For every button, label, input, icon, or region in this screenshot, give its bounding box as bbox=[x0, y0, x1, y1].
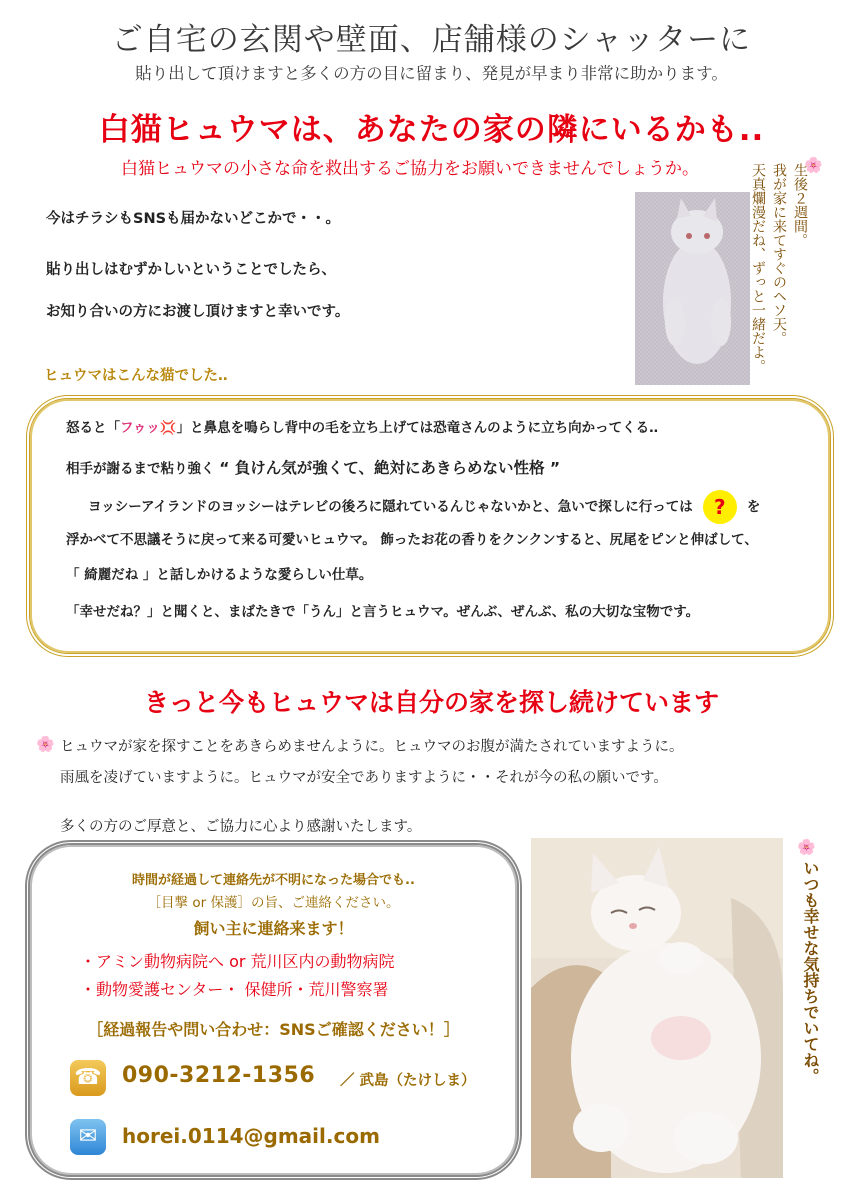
contact-line-2: ［目撃 or 保護］の旨、ご連絡ください。 bbox=[147, 895, 400, 911]
kitten-photo-caption bbox=[748, 163, 810, 388]
caption-line-3: 天真爛漫だね、ずっと一緒だよ。 bbox=[750, 163, 766, 373]
caption-line-2: 我が家に来てすぐのヘソ天。 bbox=[771, 163, 787, 345]
description-line-3 bbox=[88, 490, 760, 524]
phone-number[interactable]: 090-3212-1356 bbox=[122, 1063, 316, 1088]
flower-icon: 🌸 bbox=[804, 156, 823, 174]
headline-subtitle: 白猫ヒュウマの小さな命を救出するご協力をお願いできませんでしょうか。 bbox=[121, 159, 699, 179]
personality-quote: “ 負けん気が強くて、絶対にあきらめない性格 ” bbox=[219, 459, 561, 477]
cat-photo bbox=[531, 838, 783, 1178]
phone-owner-name: ／ 武島（たけしま） bbox=[340, 1073, 476, 1089]
flower-icon: 🌸 bbox=[797, 838, 816, 856]
text: を bbox=[746, 499, 761, 515]
what-cat-label: ヒュウマはこんな猫でした‥ bbox=[44, 368, 228, 384]
intro-line-3: お知り合いの方にお渡し頂けますと幸いです。 bbox=[46, 304, 350, 320]
headline-title: 白猫ヒュウマは、あなたの家の隣にいるかも.. bbox=[98, 112, 765, 148]
intro-line-2: 貼り出しはむずかしいということでしたら、 bbox=[46, 262, 336, 278]
description-line-5: 「 綺麗だね 」と話しかけるような愛らしい仕草。 bbox=[66, 567, 373, 583]
description-line-6: 「幸せだね？」と聞くと、まばたきで「うん」と言うヒュウマ。ぜんぶ、ぜんぶ、私の大切な宝物です。 bbox=[66, 604, 700, 620]
header-subtitle: 貼り出して頂けますと多くの方の目に留まり、発見が早まり非常に助かります。 bbox=[135, 64, 728, 83]
text: ヨッシーアイランドのヨッシーはテレビの後ろに隠れているんじゃないかと、急いで探しに行っては bbox=[88, 499, 693, 515]
search-paragraph-3: 多くの方のご厚意と、ご協力に心より感謝いたします。 bbox=[60, 819, 422, 835]
flower-icon: 🌸 bbox=[36, 735, 55, 753]
search-paragraph-1: ヒュウマが家を探すことをあきらめませんように。ヒュウマのお腹が満たされていますように。 bbox=[60, 739, 684, 755]
description-line-2 bbox=[66, 456, 560, 478]
contact-line-3: 飼い主に連絡来ます！ bbox=[193, 919, 354, 938]
hiss-text: フゥッ💢 bbox=[120, 420, 177, 436]
mail-icon: ✉ bbox=[70, 1119, 106, 1155]
text: 」と鼻息を鳴らし背中の毛を立ち上げては恐竜さんのように立ち向かってくる‥ bbox=[176, 420, 659, 436]
search-title: きっと今もヒュウマは自分の家を探し続けています bbox=[143, 688, 719, 717]
email-address[interactable]: horei.0114@gmail.com bbox=[122, 1124, 380, 1148]
contact-line-1: 時間が経過して連絡先が不明になった場合でも.. bbox=[132, 873, 415, 888]
question-mark-icon: ? bbox=[703, 490, 737, 524]
kitten-photo bbox=[635, 192, 750, 385]
text: 相手が謝るまで粘り強く bbox=[66, 461, 215, 477]
contact-line-5: ・動物愛護センター・ 保健所・荒川警察署 bbox=[80, 980, 389, 999]
header-title: ご自宅の玄関や壁面、店舗様のシャッターに bbox=[111, 22, 752, 58]
contact-line-6: ［経過報告や問い合わせ：SNSご確認ください！］ bbox=[87, 1020, 460, 1039]
text: 怒ると「 bbox=[66, 420, 120, 436]
description-line-4: 浮かべて不思議そうに戻って来る可愛いヒュウマ。 飾ったお花の香りをクンクンすると、尻尾をピンと伸ばして、 bbox=[66, 532, 758, 548]
caption-line-1: 生後２週間。 bbox=[792, 163, 808, 247]
search-paragraph-2: 雨風を凌げていますように。ヒュウマが安全でありますように・・それが今の私の願いです。 bbox=[60, 770, 668, 786]
cat-photo-caption: いつも幸せな気持ちでいてね。 bbox=[801, 860, 820, 1084]
description-line-1 bbox=[66, 416, 658, 436]
contact-line-4: ・アミン動物病院へ or 荒川区内の動物病院 bbox=[80, 952, 395, 971]
phone-icon: ☎ bbox=[70, 1060, 106, 1096]
intro-line-1: 今はチラシもSNSも届かないどこかで・・。 bbox=[46, 211, 341, 227]
